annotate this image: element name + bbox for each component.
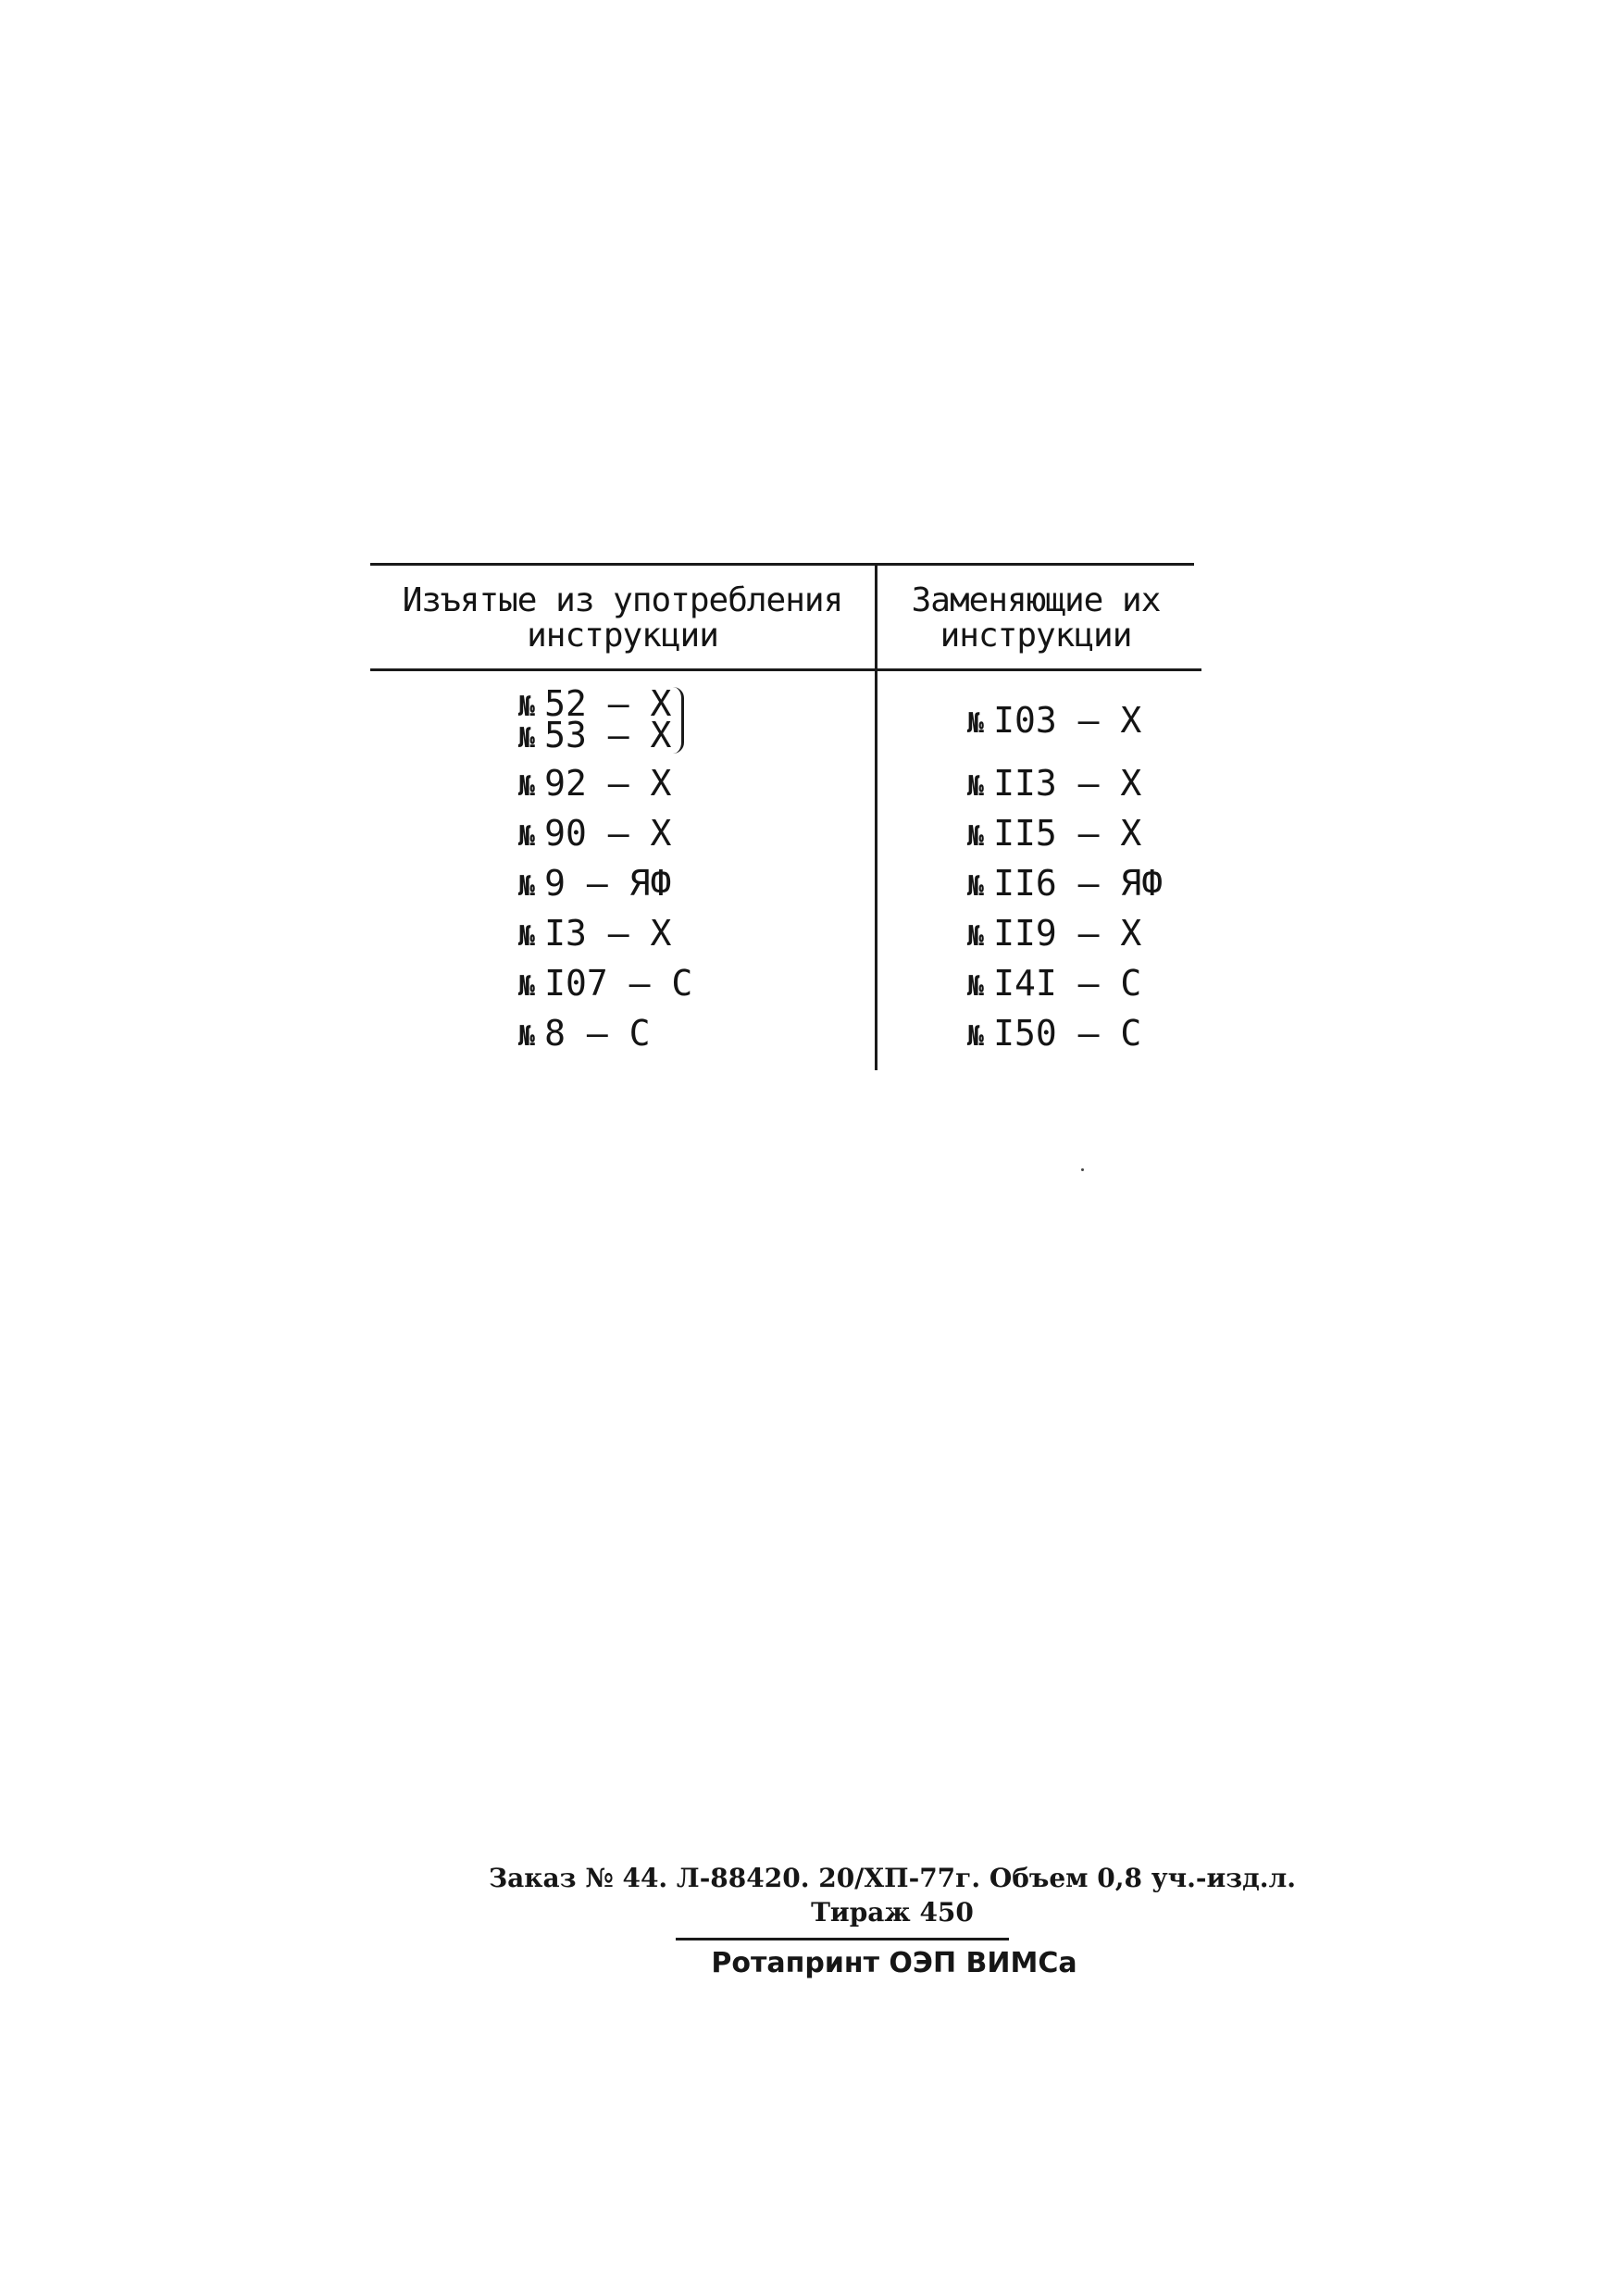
number-sign: № <box>967 970 985 1003</box>
number-sign: № <box>967 920 985 953</box>
imprint-printer: Ротапринт ОЭП ВИМСа <box>711 1947 1077 1979</box>
header-withdrawn-line-1: Изъятые из употребления <box>402 581 843 619</box>
withdrawn-cell <box>518 965 692 1005</box>
header-withdrawn <box>370 583 875 654</box>
withdrawn-value: I07 – C <box>544 963 693 1004</box>
replacing-value: II5 – X <box>993 813 1142 854</box>
withdrawn-cell <box>518 865 671 905</box>
number-sign: № <box>518 820 536 853</box>
replacing-cell <box>967 765 1141 805</box>
replacing-value: I4I – C <box>993 963 1142 1004</box>
withdrawn-cell <box>518 815 671 855</box>
replacing-cell <box>967 1015 1141 1055</box>
header-withdrawn-line-2: инструкции <box>527 617 718 655</box>
replacing-value: I03 – X <box>993 700 1142 741</box>
table-header-rule <box>370 668 1201 671</box>
number-sign: № <box>967 1020 985 1053</box>
withdrawn-cell <box>518 717 671 757</box>
number-sign: № <box>518 770 536 803</box>
withdrawn-value: 8 – C <box>544 1013 651 1054</box>
withdrawn-value: 92 – X <box>544 763 672 804</box>
number-sign: № <box>518 870 536 903</box>
grouping-brace <box>668 687 684 754</box>
replacing-cell <box>967 915 1141 955</box>
withdrawn-cell <box>518 1015 650 1055</box>
number-sign: № <box>518 1020 536 1053</box>
imprint-print-run: Тираж 450 <box>811 1897 974 1928</box>
replacing-value: II6 – ЯФ <box>993 863 1164 904</box>
number-sign: № <box>967 870 985 903</box>
instructions-replacement-table <box>370 563 1194 1070</box>
withdrawn-value: 9 – ЯФ <box>544 863 672 904</box>
withdrawn-value: 52 – X <box>544 683 672 724</box>
number-sign: № <box>518 691 536 723</box>
number-sign: № <box>967 707 985 740</box>
withdrawn-value: I3 – X <box>544 913 672 954</box>
withdrawn-cell <box>518 915 671 955</box>
replacing-cell <box>967 702 1141 742</box>
replacing-cell <box>967 965 1141 1005</box>
header-replacing <box>877 583 1194 654</box>
number-sign: № <box>518 970 536 1003</box>
number-sign: № <box>967 770 985 803</box>
number-sign: № <box>518 722 536 755</box>
number-sign: № <box>967 820 985 853</box>
header-replacing-line-2: инструкции <box>940 617 1132 655</box>
number-sign: № <box>518 920 536 953</box>
imprint-order-line: Заказ № 44. Л-88420. 20/ХП-77г. Объем 0,8 уч.-изд.л. <box>488 1863 1297 1893</box>
replacing-cell <box>967 815 1141 855</box>
withdrawn-cell <box>518 765 671 805</box>
replacing-value: I50 – C <box>993 1013 1142 1054</box>
replacing-value: II9 – X <box>993 913 1142 954</box>
replacing-cell <box>967 865 1163 905</box>
scan-speck <box>1081 1168 1084 1171</box>
header-replacing-line-1: Заменяющие их <box>911 581 1161 619</box>
imprint-rule <box>676 1938 1009 1940</box>
replacing-value: II3 – X <box>993 763 1142 804</box>
withdrawn-value: 53 – X <box>544 715 672 755</box>
table-top-rule <box>370 563 1194 566</box>
withdrawn-value: 90 – X <box>544 813 672 854</box>
